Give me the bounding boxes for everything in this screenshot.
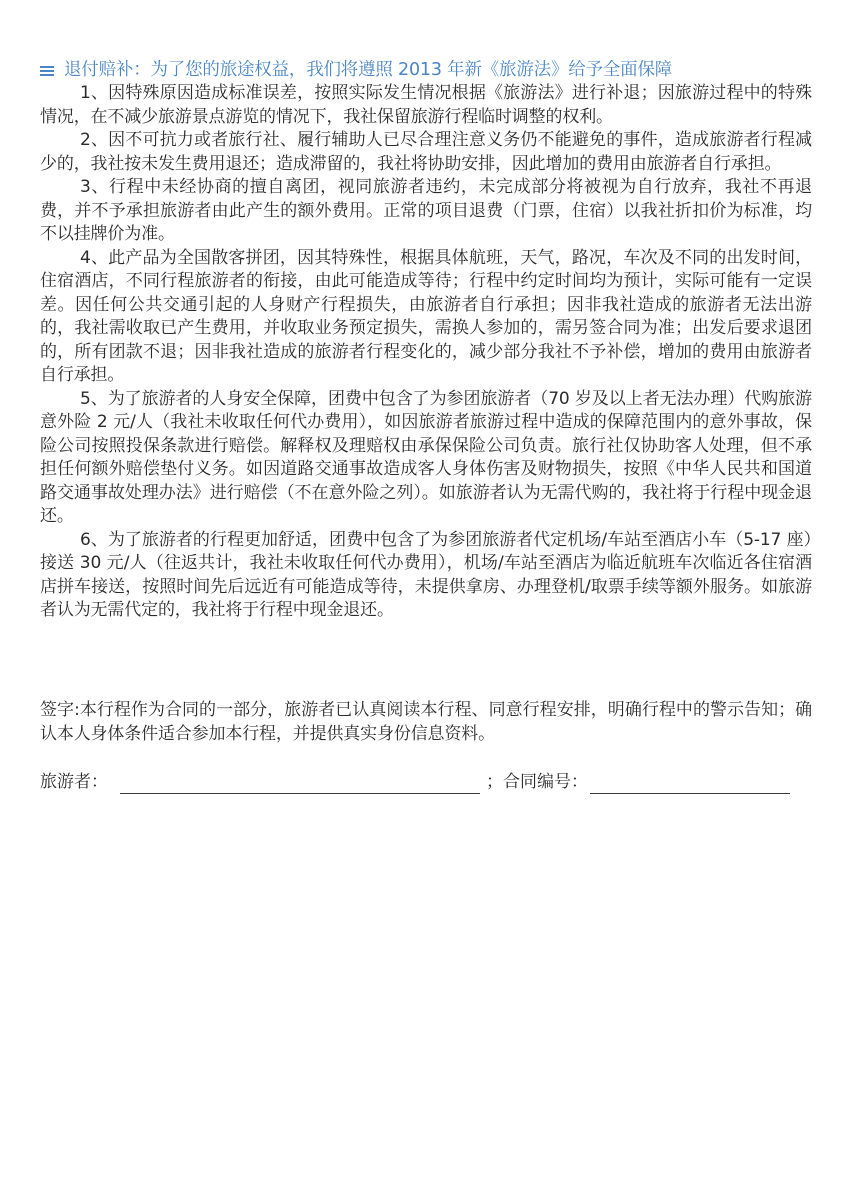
clause-2: 2、因不可抗力或者旅行社、履行辅助人已尽合理注意义务仍不能避免的事件，造成旅游者行程减少的，我社按未发生费用退还；造成滞留的，我社将协助安排，因此增加的费用由旅游者自行承担。 bbox=[40, 130, 812, 174]
traveler-label: 旅游者： bbox=[40, 771, 108, 792]
clause-3: 3、行程中未经协商的擅自离团，视同旅游者违约，未完成部分将被视为自行放弃，我社不再退费，并不予承担旅游者由此产生的额外费用。正常的项目退费（门票，住宿）以我社折扣价为标准，均不以挂牌价为准。 bbox=[40, 177, 812, 244]
section-heading bbox=[40, 58, 812, 82]
signature-fields bbox=[40, 770, 812, 794]
section-title-text: 退付赔补：为了您的旅途权益，我们将遵照 2013 年新《旅游法》给予全面保障 bbox=[64, 60, 673, 80]
contract-number-label: ；合同编号： bbox=[486, 771, 588, 792]
clause-1: 1、因特殊原因造成标准误差，按照实际发生情况根据《旅游法》进行补退；因旅游过程中的特殊情况，在不减少旅游景点游览的情况下，我社保留旅游行程临时调整的权利。 bbox=[40, 83, 812, 127]
document-page bbox=[40, 58, 812, 794]
list-icon bbox=[40, 66, 54, 78]
traveler-signature-line[interactable] bbox=[120, 773, 480, 794]
contract-number-line[interactable] bbox=[590, 773, 790, 794]
signature-statement: 签字:本行程作为合同的一部分，旅游者已认真阅读本行程、同意行程安排，明确行程中的警示告知；确认本人身体条件适合参加本行程，并提供真实身份信息资料。 bbox=[40, 699, 812, 744]
clause-6: 6、为了旅游者的行程更加舒适，团费中包含了为参团旅游者代定机场/车站至酒店小车（5-17 座）接送 30 元/人（往返共计，我社未收取任何代办费用），机场/车站至酒店为临近航班车次临近各住宿酒店拼车接送，按照时间先后远近有可能造成等待，未提供拿房、办理登机/取票手续等额外服务。如旅游者认为无需代定的，我社将于行程中现金退还。 bbox=[40, 529, 812, 620]
clause-4: 4、此产品为全国散客拼团，因其特殊性，根据具体航班，天气，路况，车次及不同的出发时间，住宿酒店，不同行程旅游者的衔接，由此可能造成等待；行程中约定时间均为预计，实际可能有一定误差。因任何公共交通引起的人身财产行程损失，由旅游者自行承担；因非我社造成的旅游者无法出游的，我社需收取已产生费用，并收取业务预定损失，需换人参加的，需另签合同为准；出发后要求退团的，所有团款不退；因非我社造成的旅游者行程变化的，减少部分我社不予补偿，增加的费用由旅游者自行承担。 bbox=[40, 247, 812, 385]
clause-5: 5、为了旅游者的人身安全保障，团费中包含了为参团旅游者（70 岁及以上者无法办理）代购旅游意外险 2 元/人（我社未收取任何代办费用），如因旅游者旅游过程中造成的保障范围内的意外事故，保险公司按照投保条款进行赔偿。解释权及理赔权由承保保险公司负责。旅行社仅协助客人处理，但不承担任何额外赔偿垫付义务。如因道路交通事故造成客人身体伤害及财物损失，按照《中华人民共和国道路交通事故处理办法》进行赔偿（不在意外险之列）。如旅游者认为无需代购的，我社将于行程中现金退还。 bbox=[40, 388, 812, 526]
